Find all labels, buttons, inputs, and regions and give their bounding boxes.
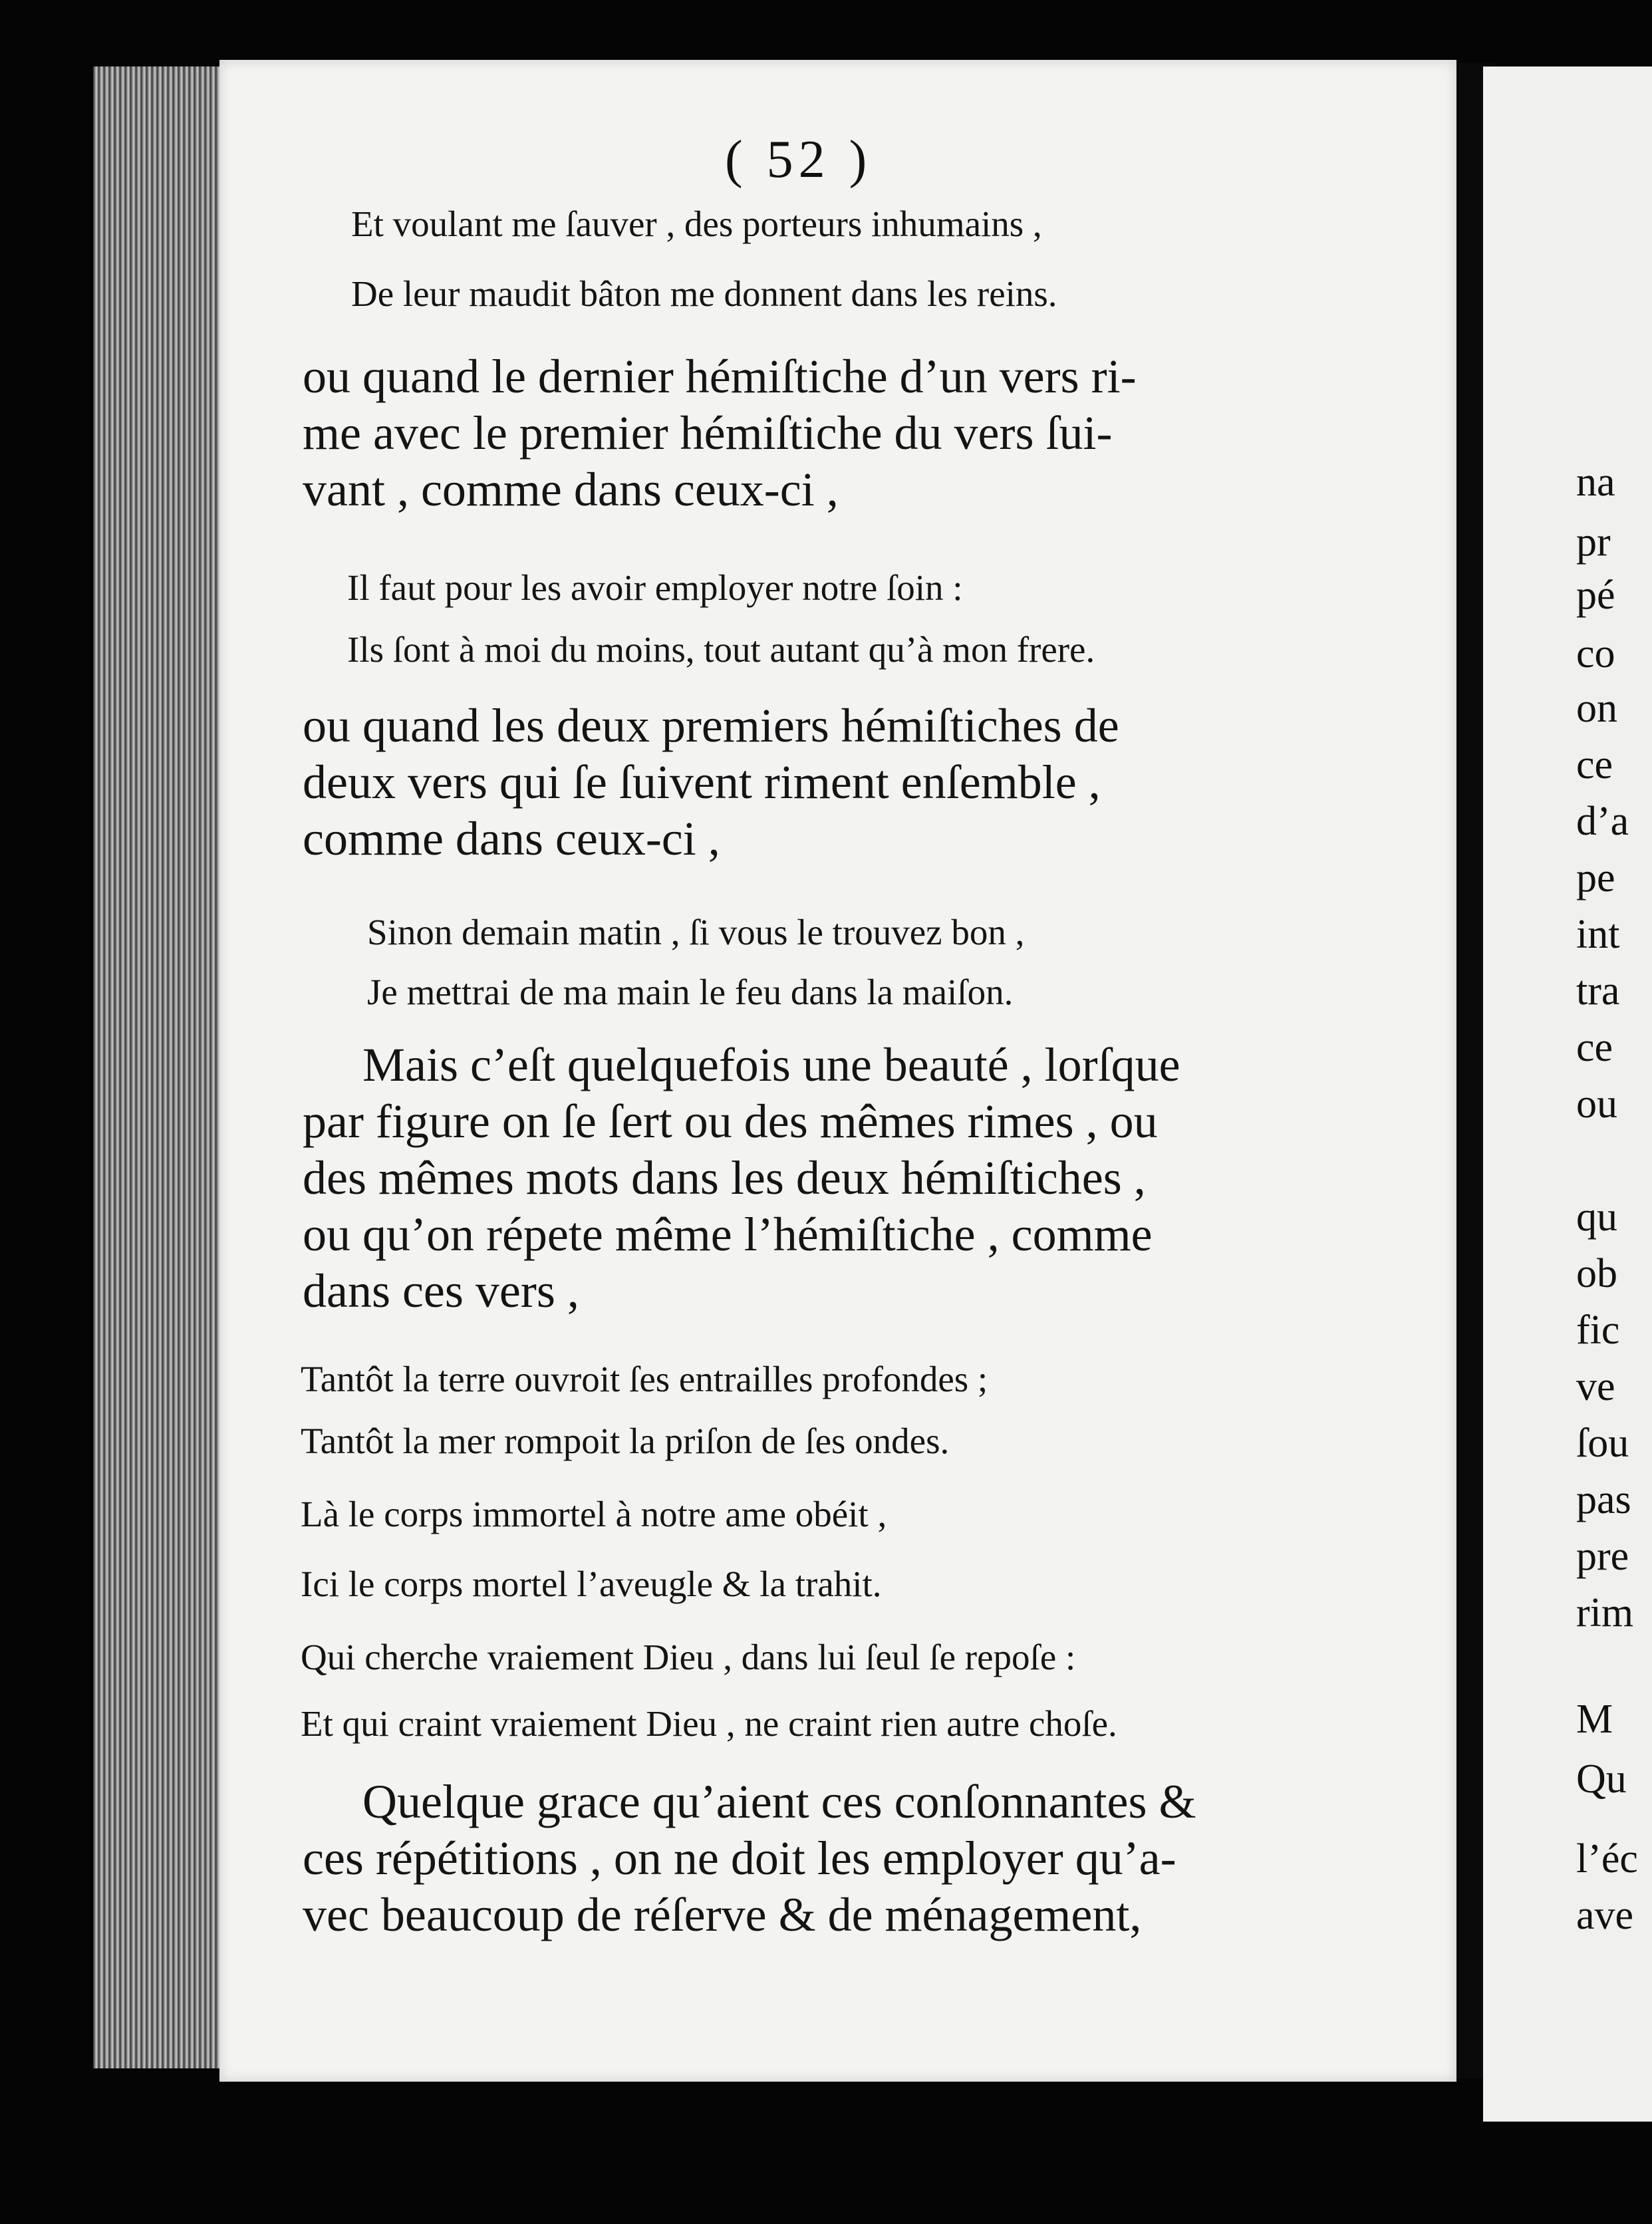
text-line: vant , comme dans ceux-ci ,	[303, 463, 839, 516]
text-line: par figure on ſe ſert ou des mêmes rimes , ou	[303, 1095, 1158, 1148]
verse-line: Tantôt la terre ouvroit ſes entrailles profondes ;	[301, 1359, 988, 1399]
facing-line: co	[1576, 631, 1615, 676]
facing-line: l’éc	[1576, 1836, 1638, 1881]
facing-line: pé	[1576, 573, 1615, 618]
facing-line: tra	[1576, 968, 1620, 1014]
facing-line: ou	[1576, 1081, 1617, 1127]
facing-line: M	[1576, 1697, 1613, 1742]
facing-line: ve	[1576, 1364, 1615, 1409]
facing-page	[1483, 67, 1652, 2122]
facing-line: pas	[1576, 1477, 1631, 1522]
text-line: Quelque grace qu’aient ces conſonnantes &	[362, 1775, 1196, 1828]
verse-line: Sinon demain matin , ſi vous le trouvez bon ,	[367, 912, 1025, 952]
facing-line: pe	[1576, 855, 1615, 901]
text-line: dans ces vers ,	[303, 1264, 579, 1318]
verse-line: Je mettrai de ma main le feu dans la maiſon.	[367, 972, 1014, 1012]
verse-line: Tantôt la mer rompoit la priſon de ſes ondes.	[301, 1421, 950, 1461]
verse-line: Et voulant me ſauver , des porteurs inhumains ,	[351, 204, 1042, 244]
verse-line: Ils ſont à moi du moins, tout autant qu’à mon frere.	[347, 629, 1095, 670]
text-line: ou quand les deux premiers hémiſtiches de	[303, 699, 1119, 752]
facing-line: pr	[1576, 519, 1611, 565]
verse-line: Ici le corps mortel l’aveugle & la trahit.	[301, 1564, 882, 1604]
text-line: ou qu’on répete même l’hémiſtiche , comme	[303, 1208, 1153, 1261]
verse-line: Qui cherche vraiement Dieu , dans lui ſeul ſe repoſe :	[301, 1637, 1076, 1677]
facing-line: ave	[1576, 1893, 1634, 1938]
facing-line: ce	[1576, 742, 1613, 787]
facing-line: na	[1576, 460, 1615, 505]
facing-line: ſou	[1576, 1421, 1629, 1466]
verse-line: Et qui craint vraiement Dieu , ne craint rien autre choſe.	[301, 1703, 1117, 1744]
facing-line: ob	[1576, 1251, 1617, 1296]
text-line: comme dans ceux-ci ,	[303, 812, 720, 865]
text-line: ces répétitions , on ne doit les employer qu’a-	[303, 1832, 1176, 1885]
facing-line: pre	[1576, 1534, 1629, 1579]
facing-line: d’a	[1576, 799, 1629, 844]
facing-line: int	[1576, 912, 1620, 957]
text-line: Mais c’eſt quelquefois une beauté , lorſque	[362, 1038, 1180, 1091]
facing-line: on	[1576, 686, 1617, 731]
facing-line: rim	[1576, 1590, 1634, 1635]
text-line: ou quand le dernier hémiſtiche d’un vers ri-	[303, 350, 1137, 403]
facing-line: ce	[1576, 1025, 1613, 1070]
page-number: ( 52 )	[725, 130, 873, 189]
text-line: deux vers qui ſe ſuivent riment enſemble ,	[303, 756, 1101, 809]
page-edges	[93, 67, 223, 2068]
text-line: vec beaucoup de réſerve & de ménagement,	[303, 1888, 1142, 1941]
verse-line: Là le corps immortel à notre ame obéit ,	[301, 1494, 887, 1534]
facing-line: fic	[1576, 1308, 1620, 1353]
facing-line: Qu	[1576, 1756, 1627, 1802]
verse-line: Il faut pour les avoir employer notre ſoin :	[347, 567, 963, 608]
facing-line: qu	[1576, 1194, 1617, 1240]
text-line: me avec le premier hémiſtiche du vers ſui-	[303, 406, 1113, 460]
text-line: des mêmes mots dans les deux hémiſtiches ,	[303, 1151, 1146, 1204]
verse-line: De leur maudit bâton me donnent dans les reins.	[351, 273, 1057, 314]
